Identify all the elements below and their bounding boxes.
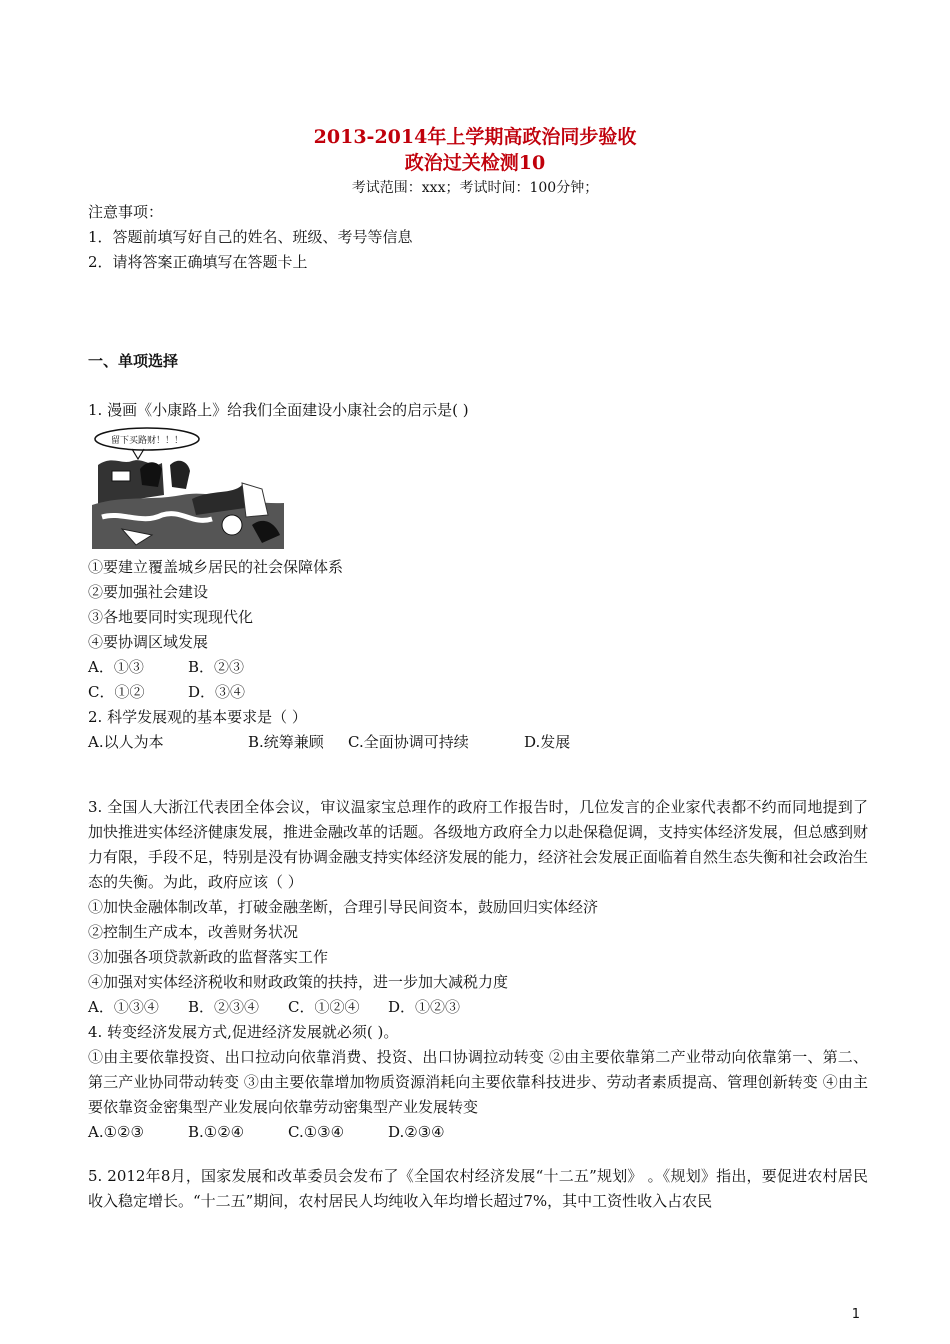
question-5	[88, 1164, 868, 1214]
statement: ①加快金融体制改革，打破金融垄断，合理引导民间资本，鼓励回归实体经济	[88, 898, 599, 916]
question-1	[88, 398, 868, 755]
document-subtitle: 政治过关检测10	[404, 152, 546, 174]
section-title: 一、单项选择	[88, 352, 179, 370]
options-row	[88, 730, 868, 755]
option-b: B.①②④	[188, 1123, 245, 1141]
option-c: C．①②	[88, 683, 145, 701]
option-b: B.统筹兼顾	[248, 733, 324, 751]
question-stem: 5. 2012年8月，国家发展和改革委员会发布了《全国农村经济发展“十二五”规划》 。《规划》指出，要促进农村居民收入稳定增长。“十二五”期间，农村居民人均纯收入年均增长超过7%，其中工资性收入占农民	[88, 1167, 868, 1210]
question-body: ①由主要依靠投资、出口拉动向依靠消费、投资、出口协调拉动转变 ②由主要依靠第二产业带动向依靠第一、第二、第三产业协同带动转变 ③由主要依靠增加物质资源消耗向主要依靠科技进步、劳动者素质提高、管理创新转变 ④由主要依靠资金密集型产业发展向依靠劳动密集型产业发展转变	[88, 1048, 868, 1116]
option-a: A.①②③	[88, 1123, 144, 1141]
options-row	[88, 655, 868, 680]
statement: ④要协调区域发展	[88, 633, 209, 651]
cartoon-illustration	[92, 425, 284, 549]
question-stem: 4. 转变经济发展方式,促进经济发展就必须( )。	[88, 1023, 399, 1041]
question-stem: 3. 全国人大浙江代表团全体会议，审议温家宝总理作的政府工作报告时，几位发言的企业家代表都不约而同地提到了加快推进实体经济健康发展，推进金融改革的话题。各级地方政府全力以赴保稳促调，支持实体经济发展，但总感到财力有限，手段不足，特别是没有协调金融支持实体经济发展的能力，经济社会发展正面临着自然生态失衡和社会政治生态的失衡。为此，政府应该（ ）	[88, 798, 869, 891]
option-a: A．①③④	[88, 998, 159, 1016]
option-b: B．②③	[188, 658, 245, 676]
page-number: 1	[851, 1307, 860, 1322]
notice-item: 2．请将答案正确填写在答题卡上	[88, 253, 308, 271]
question-3	[88, 795, 868, 1145]
notice-block	[88, 200, 868, 275]
option-d: D.发展	[524, 733, 571, 751]
option-c: C.全面协调可持续	[348, 733, 469, 751]
notice-item: 1．答题前填写好自己的姓名、班级、考号等信息	[88, 228, 413, 246]
option-c: C．①②④	[288, 998, 360, 1016]
statement: ②控制生产成本，改善财务状况	[88, 923, 299, 941]
option-a: A.以人为本	[88, 733, 164, 751]
notice-heading: 注意事项：	[88, 203, 164, 221]
statement: ②要加强社会建设	[88, 583, 209, 601]
statement: ③加强各项贷款新政的监督落实工作	[88, 948, 329, 966]
option-d: D．③④	[188, 683, 246, 701]
statement: ①要建立覆盖城乡居民的社会保障体系	[88, 558, 344, 576]
cartoon-image	[92, 425, 284, 549]
options-row	[88, 995, 868, 1020]
option-c: C.①③④	[288, 1123, 345, 1141]
option-d: D．①②③	[388, 998, 461, 1016]
statement: ④加强对实体经济税收和财政政策的扶持，进一步加大减税力度	[88, 973, 509, 991]
options-row	[88, 680, 868, 705]
question-stem: 1. 漫画《小康路上》给我们全面建设小康社会的启示是( )	[88, 401, 469, 419]
options-row	[88, 1120, 868, 1145]
option-a: A．①③	[88, 658, 144, 676]
document-title: 2013-2014年上学期高政治同步验收	[313, 126, 637, 148]
cartoon-bubble-text: 留下买路财！！！	[110, 436, 184, 446]
question-stem: 2. 科学发展观的基本要求是（ ）	[88, 708, 307, 726]
option-b: B．②③④	[188, 998, 260, 1016]
exam-info: 考试范围：xxx；考试时间：100分钟；	[351, 180, 599, 196]
option-d: D.②③④	[388, 1123, 445, 1141]
title-block	[0, 124, 950, 200]
statement: ③各地要同时实现现代化	[88, 608, 254, 626]
